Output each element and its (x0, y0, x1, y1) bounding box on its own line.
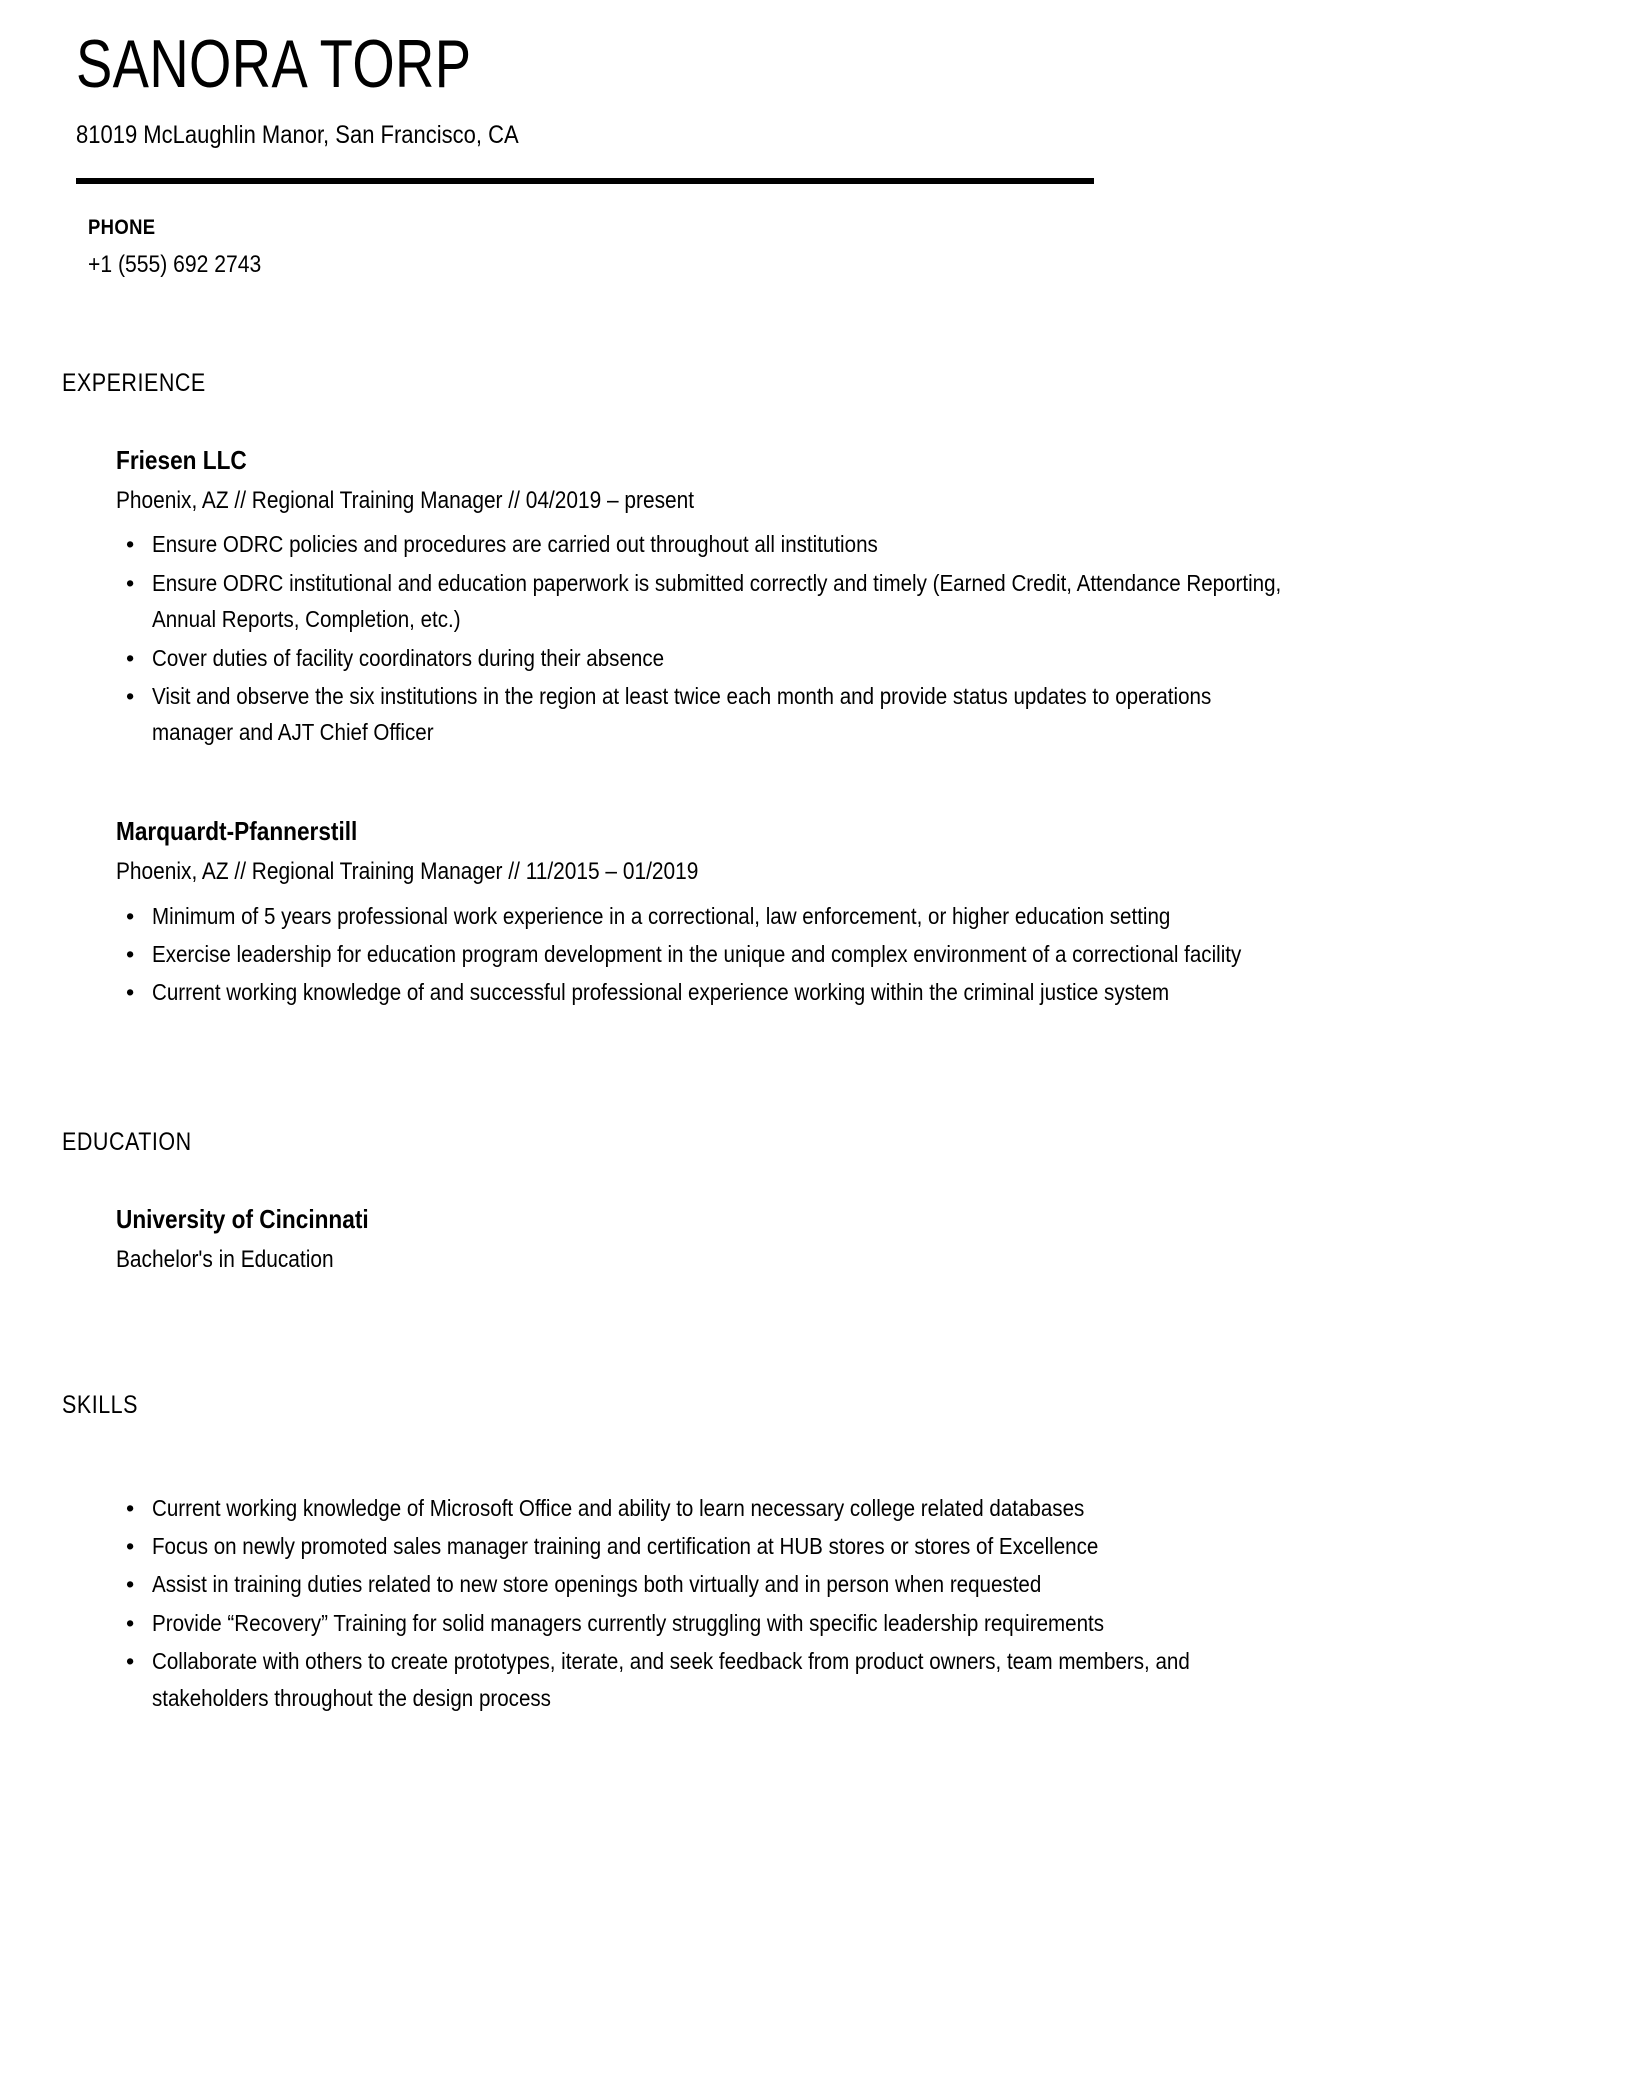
company-name (116, 444, 1632, 477)
phone-value-text: +1 (555) 692 2743 (88, 251, 262, 279)
section-heading-education-text: EDUCATION (62, 1127, 192, 1156)
company-meta (116, 485, 1632, 516)
resume-header (0, 0, 1632, 184)
experience-body (0, 444, 1632, 1011)
list-item-text: • Collaborate with others to create prototypes, iterate, and seek feedback from product owners, team members, and stakeholders throughout the design process (152, 1648, 1196, 1711)
list-item (116, 1528, 1452, 1564)
list-item-text: • Assist in training duties related to new store openings both virtually and in person when requested (152, 1571, 1042, 1598)
company-meta-text: Phoenix, AZ // Regional Training Manager // 11/2015 – 01/2019 (116, 858, 699, 886)
list-item-text: • Exercise leadership for education program development in the unique and complex environment of a correctional facility (152, 941, 1242, 968)
company-meta (116, 856, 1632, 887)
company-name-text: Friesen LLC (116, 444, 247, 475)
responsibility-list (116, 526, 1632, 751)
list-item-text: • Focus on newly promoted sales manager training and certification at HUB stores or stores of Excellence (152, 1532, 1099, 1559)
list-item-text: • Visit and observe the six institutions in the region at least twice each month and provide status updates to operations manager and AJT Chief Officer (152, 683, 1217, 746)
company-name (116, 815, 1632, 848)
responsibility-list (116, 898, 1632, 1011)
phone-label (88, 214, 1632, 241)
list-item-text: • Minimum of 5 years professional work experience in a correctional, law enforcement, or higher education setting (152, 902, 1171, 929)
section-heading-education (0, 1127, 1632, 1157)
company-meta-text: Phoenix, AZ // Regional Training Manager // 04/2019 – present (116, 487, 695, 515)
list-item (116, 1605, 1452, 1641)
list-item-text: • Provide “Recovery” Training for solid managers currently struggling with specific leadership requirements (152, 1609, 1104, 1636)
list-item (116, 640, 1452, 676)
list-item (116, 565, 1452, 638)
list-item (116, 936, 1452, 972)
candidate-name (76, 26, 1632, 102)
degree-name (116, 1244, 1632, 1275)
skills-list (116, 1490, 1632, 1717)
education-entry (116, 1203, 1632, 1276)
candidate-address-text: 81019 McLaughlin Manor, San Francisco, CA (76, 121, 519, 149)
list-item-text: • Ensure ODRC policies and procedures are carried out throughout all institutions (152, 531, 878, 558)
company-name-text: Marquardt-Pfannerstill (116, 815, 358, 846)
list-item-text: • Cover duties of facility coordinators during their absence (152, 644, 665, 671)
section-heading-experience (0, 368, 1632, 398)
phone-label-text: PHONE (88, 216, 156, 239)
list-item-text: • Ensure ODRC institutional and education paperwork is submitted correctly and timely (Earned Credit, Attendance Reporting, Annual Reports, Completion, etc.) (152, 569, 1286, 633)
list-item (116, 1490, 1452, 1526)
education-body (0, 1203, 1632, 1276)
school-name-text: University of Cincinnati (116, 1203, 369, 1234)
school-name (116, 1203, 1632, 1236)
list-item-text: • Current working knowledge of and successful professional experience working within the criminal justice system (152, 979, 1170, 1006)
list-item (116, 678, 1452, 751)
candidate-address (76, 120, 1632, 150)
experience-entry (116, 815, 1632, 1011)
list-item (116, 526, 1452, 562)
list-item-text: • Current working knowledge of Microsoft Office and ability to learn necessary college related databases (152, 1494, 1085, 1521)
list-item (116, 1643, 1452, 1716)
degree-name-text: Bachelor's in Education (116, 1246, 334, 1274)
experience-entry (116, 444, 1632, 751)
skills-body (0, 1490, 1632, 1717)
phone-value (88, 249, 1632, 281)
list-item (116, 974, 1452, 1010)
contact-block (0, 184, 1632, 282)
list-item (116, 898, 1452, 934)
section-heading-skills-text: SKILLS (62, 1390, 139, 1419)
candidate-name-text: SANORA TORP (76, 26, 472, 102)
list-item (116, 1566, 1452, 1602)
section-heading-skills (0, 1390, 1632, 1420)
section-heading-experience-text: EXPERIENCE (62, 368, 206, 397)
